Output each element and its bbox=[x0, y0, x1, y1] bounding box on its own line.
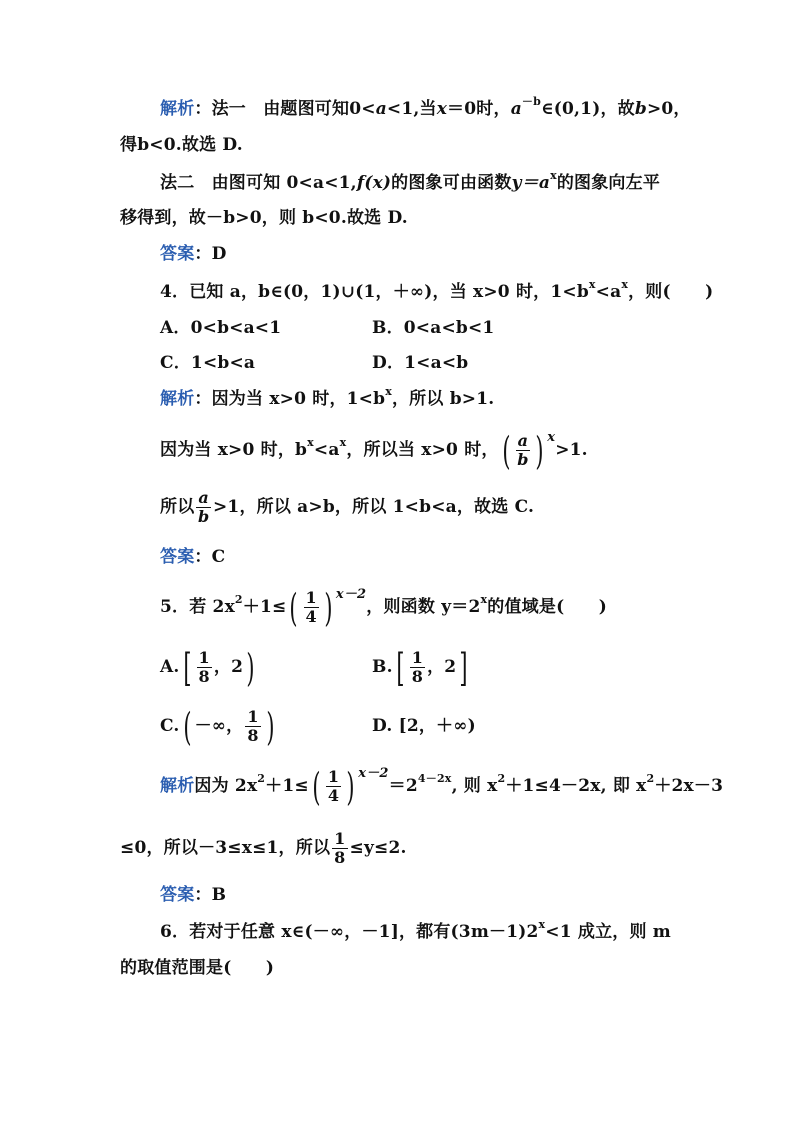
q3-solution-line2: 得b<0.故选 D. bbox=[120, 135, 243, 155]
q4-solution-line3: 所以 $\frac{a}{b}$ >1，所以 a>b，所以 1<b<a，故选 C. bbox=[160, 488, 535, 526]
q5-option-b: B.[ $\frac{1}{8}$ ，2] bbox=[372, 645, 468, 690]
q4-option-c: C．1<b<a bbox=[160, 353, 256, 373]
q4-stem: 4．已知 a，b∈(0，1)∪(1，＋∞)，当 x>0 时，$1<b^x<a^x$，则( ) bbox=[160, 278, 714, 302]
q5-option-a: A.[ $\frac{1}{8}$ ，2) bbox=[160, 645, 255, 690]
q3-method2-line2: 移得到，故－b>0，则 b<0.故选 D. bbox=[120, 208, 408, 228]
q4-answer: 答案：C bbox=[160, 547, 226, 567]
fraction-a-over-b: $\frac{a}{b}$ bbox=[517, 431, 529, 469]
q3-answer: 答案：D bbox=[160, 244, 227, 264]
q4-option-a: A．0<b<a<1 bbox=[160, 318, 282, 338]
q4-solution-line2: 因为当 x>0 时，$b^x<a^x$，所以当 x>0 时，( $\frac{a}{b}$ ) $^x$>1. bbox=[160, 428, 588, 473]
q3-solution-line1: 解析：法一 由题图可知0<a<1,当x＝0时，$a^{-b}\in(0,1)$，故b>0， bbox=[160, 95, 691, 119]
q4-option-b: B．0<a<b<1 bbox=[372, 318, 495, 338]
q4-solution-line1: 解析：因为当 x>0 时，$1<b^x$，所以 b>1. bbox=[160, 385, 495, 409]
q3-method2-line1: 法二 由图可知 0<a<1,f(x)的图象可由函数$y=a^x$的图象向左平 bbox=[160, 169, 661, 193]
q6-stem: 6．若对于任意 x∈(－∞，－1]，都有$(3m-1)2^x<1$ 成立，则 m bbox=[160, 918, 671, 942]
q5-solution-line2: ≤0，所以－3≤x≤1，所以 $\frac{1}{8}$ ≤y≤2. bbox=[120, 829, 407, 867]
q5-option-d: D. [2，＋∞) bbox=[372, 716, 476, 736]
q4-option-d: D．1<a<b bbox=[372, 353, 469, 373]
q5-answer: 答案：B bbox=[160, 885, 227, 905]
q6-stem-line2: 的取值范围是( ) bbox=[120, 958, 275, 978]
q5-option-c: C.( －∞， $\frac{1}{8}$ ) bbox=[160, 704, 275, 749]
q5-stem: 5．若 $2x^2+1\le$( $\frac{1}{4}$ ) $^{x-2}$，则函数 $y=2^x$的值域是( ) bbox=[160, 585, 607, 630]
q5-solution-line1: 解析因为 $2x^2+1\le$( $\frac{1}{4}$ ) $^{x-2}=2^{4-2x}$, 则 $x^2+1\le 4-2x$, 即 $x^2+2x-3$ bbox=[160, 764, 724, 809]
